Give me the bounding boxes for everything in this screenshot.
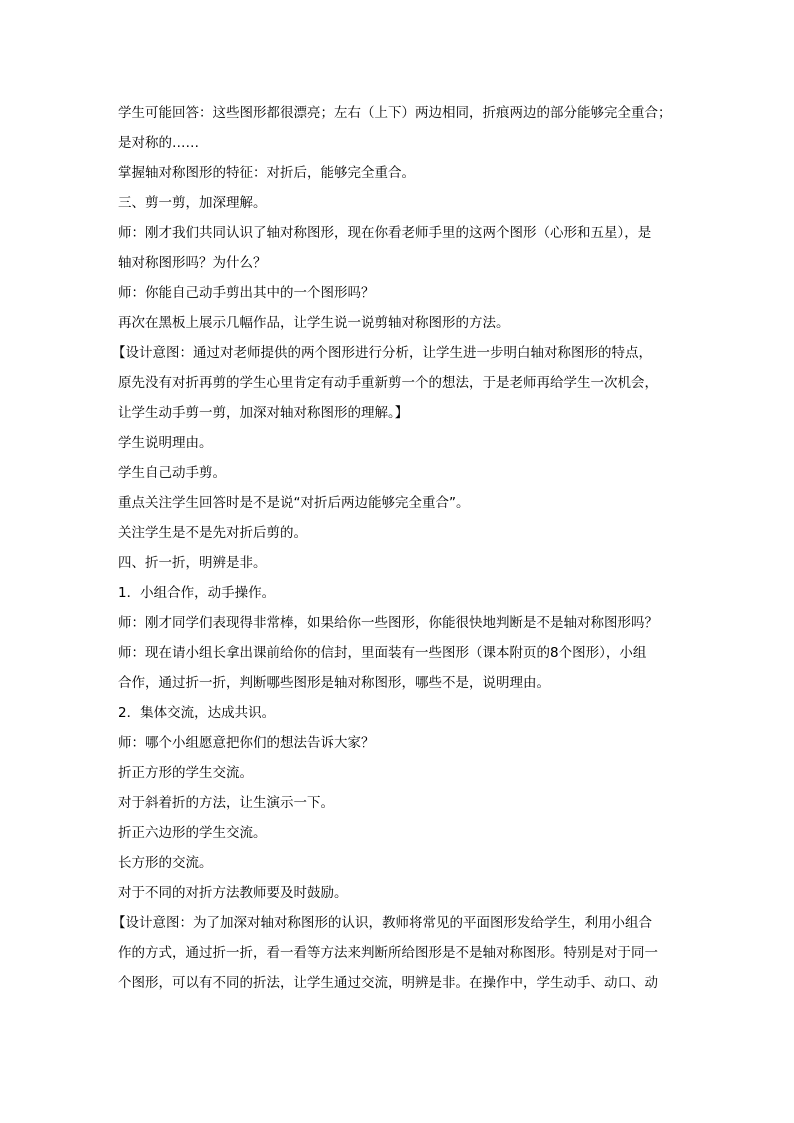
text-line-1: 学生可能回答：这些图形都很漂亮；左右（上下）两边相同，折痕两边的部分能够完全重合； [118,105,672,121]
text-line-25: 折正六边形的学生交流。 [118,825,267,841]
design-intent-line-2: 原先没有对折再剪的学生心里肯定有动手重新剪一个的想法，于是老师再给学生一次机会， [118,375,658,391]
text-line-14: 重点关注学生回答时是不是说“对折后两边能够完全重合”。 [118,495,470,511]
text-line-15: 关注学生是不是先对折后剪的。 [118,525,307,541]
subheading-2: 2．集体交流，达成共识。 [118,705,276,721]
text-line-23: 折正方形的学生交流。 [118,765,253,781]
text-line-3: 掌握轴对称图形的特征：对折后，能够完全重合。 [118,165,415,181]
design-intent-line-3: 让学生动手剪一剪，加深对轴对称图形的理解。】 [118,405,409,421]
text-line-19: 师：现在请小组长拿出课前给你的信封，里面装有一些图形（课本附页的8个图形），小组 [118,645,647,661]
subheading-1: 1．小组合作，动手操作。 [118,585,276,601]
design-intent-line-6: 个图形，可以有不同的折法，让学生通过交流，明辨是非。在操作中，学生动手、动口、动 [118,975,658,991]
text-line-13: 学生自己动手剪。 [118,465,226,481]
text-line-8: 再次在黑板上展示几幅作品，让学生说一说剪轴对称图形的方法。 [118,315,510,331]
text-line-7: 师：你能自己动手剪出其中的一个图形吗？ [118,285,375,301]
text-line-26: 长方形的交流。 [118,855,213,871]
text-line-24: 对于斜着折的方法，让生演示一下。 [118,795,334,811]
text-line-6: 轴对称图形吗？为什么？ [118,255,267,271]
design-intent-line-1: 【设计意图：通过对老师提供的两个图形进行分析，让学生进一步明白轴对称图形的特点， [112,345,652,361]
text-line-22: 师：哪个小组愿意把你们的想法告诉大家？ [118,735,375,751]
text-line-2: 是对称的…… [118,135,199,151]
section-heading-3: 三、剪一剪，加深理解。 [118,195,267,211]
text-line-5: 师：刚才我们共同认识了轴对称图形，现在你看老师手里的这两个图形（心形和五星），是 [118,225,652,241]
text-line-27: 对于不同的对折方法教师要及时鼓励。 [118,885,348,901]
text-line-20: 合作，通过折一折，判断哪些图形是轴对称图形，哪些不是，说明理由。 [118,675,550,691]
design-intent-line-4: 【设计意图：为了加深对轴对称图形的认识，教师将常见的平面图形发给学生，利用小组合 [112,915,652,931]
text-line-18: 师：刚才同学们表现得非常棒，如果给你一些图形，你能很快地判断是不是轴对称图形吗？ [118,615,658,631]
section-heading-4: 四、折一折，明辨是非。 [118,555,267,571]
text-line-12: 学生说明理由。 [118,435,213,451]
document-body [112,98,686,998]
design-intent-line-5: 作的方式，通过折一折，看一看等方法来判断所给图形是不是轴对称图形。特别是对于同一 [118,945,658,961]
